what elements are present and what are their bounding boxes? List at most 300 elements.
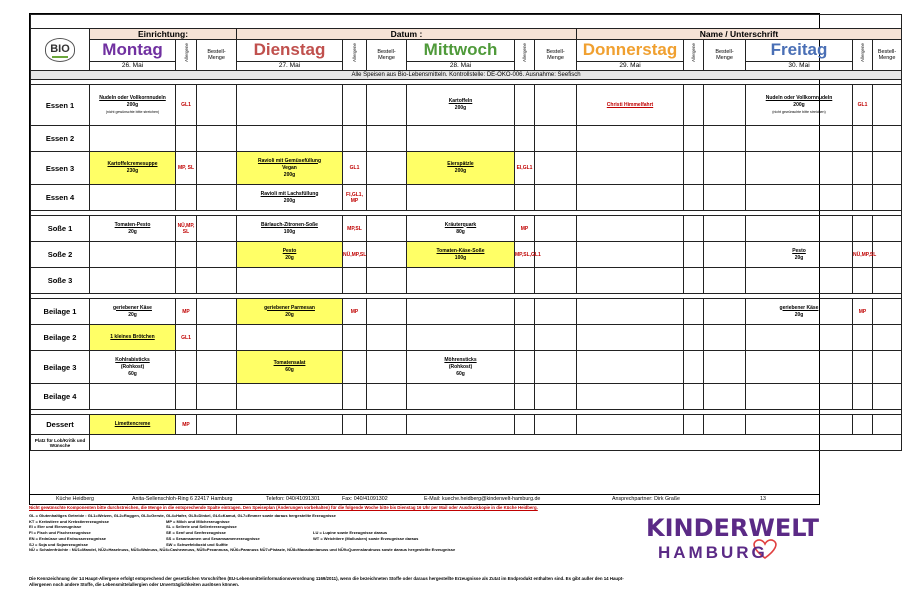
allergen-codes: NÜ,MP,SL bbox=[343, 251, 367, 258]
allergen-cell bbox=[343, 384, 367, 410]
dish-cell bbox=[746, 126, 853, 152]
dish-cell bbox=[237, 242, 343, 268]
dish-portion: 200g bbox=[283, 197, 296, 204]
dish bbox=[407, 98, 514, 112]
legend-entry: KT = Krebstiere und Krebstiererzeugnisse bbox=[29, 518, 109, 524]
order-quantity-cell[interactable] bbox=[197, 85, 237, 126]
dish-portion: 60g bbox=[456, 370, 465, 377]
dish-cell bbox=[746, 216, 853, 242]
kinderwelt-logo bbox=[646, 512, 819, 570]
allergene-header bbox=[176, 40, 197, 71]
logo-line2: HAMBURG bbox=[658, 543, 768, 562]
order-quantity-cell[interactable] bbox=[704, 325, 746, 351]
allergen-cell bbox=[515, 384, 535, 410]
order-quantity-cell[interactable] bbox=[704, 152, 746, 185]
order-quantity-cell[interactable] bbox=[873, 325, 902, 351]
allergen-cell bbox=[853, 325, 873, 351]
dish-cell bbox=[746, 415, 853, 435]
dish-cell bbox=[90, 185, 176, 211]
day-name: Montag bbox=[102, 40, 163, 59]
bio-banner: Alle Speisen aus Bio-Lebensmitteln. Kontrollstelle: DE-ÖKO-006. Ausnahme: Seefisch bbox=[31, 71, 902, 80]
allergen-cell bbox=[343, 126, 367, 152]
menu-row bbox=[31, 152, 902, 185]
allergen-cell bbox=[343, 351, 367, 384]
menu-row bbox=[31, 415, 902, 435]
dish-name: Kräuterquark bbox=[444, 221, 477, 228]
row-label: Beilage 1 bbox=[31, 299, 90, 325]
dish bbox=[90, 334, 175, 341]
menu-row bbox=[31, 384, 902, 410]
dish-name: Eierspätzle bbox=[447, 161, 474, 167]
row-label: Beilage 2 bbox=[31, 325, 90, 351]
dish-cell bbox=[237, 268, 343, 294]
dish-note: (nicht gewünschte bitte streichen) bbox=[105, 109, 160, 114]
order-quantity-cell[interactable] bbox=[367, 126, 407, 152]
allergen-cell bbox=[853, 152, 873, 185]
order-quantity-cell[interactable] bbox=[873, 415, 902, 435]
menu-table bbox=[30, 14, 902, 451]
allergen-cell bbox=[176, 299, 197, 325]
dish-cell bbox=[407, 216, 515, 242]
allergen-cell bbox=[853, 351, 873, 384]
order-quantity-cell[interactable] bbox=[367, 351, 407, 384]
header-row bbox=[31, 29, 902, 40]
allergen-codes: MP bbox=[520, 225, 529, 232]
dish-cell bbox=[237, 351, 343, 384]
dish-cell bbox=[237, 384, 343, 410]
order-quantity-cell[interactable] bbox=[197, 415, 237, 435]
bestellmenge-label: Bestell- Menge bbox=[207, 49, 226, 61]
allergen-cell bbox=[684, 242, 704, 268]
dish-cell bbox=[407, 325, 515, 351]
allergen-cell bbox=[684, 268, 704, 294]
bestellmenge-label: Bestell- Menge bbox=[377, 49, 396, 61]
dish bbox=[90, 357, 175, 378]
allergen-cell bbox=[853, 85, 873, 126]
order-quantity-cell[interactable] bbox=[535, 185, 577, 211]
legend-entry: GL = Glutenhaltiges Getreide : GL1=Weizen, GL2=Roggen, GL3=Gerste, GL4=Hafer, GL5=Dinkel, GL6=Kamut, GL7=Emmer sowie daraus hergestellte Erzeugnisse bbox=[29, 513, 336, 518]
legend-entry: MP = Milch und Milcherzeugnisse bbox=[166, 518, 230, 524]
order-quantity-cell[interactable] bbox=[535, 126, 577, 152]
allergen-cell bbox=[176, 152, 197, 185]
dish-portion: 20g bbox=[128, 311, 137, 318]
day-name: Freitag bbox=[770, 40, 828, 59]
legend-entry: SL = Sellerie und Sellerieerzeugnisse bbox=[166, 524, 237, 530]
allergen-cell bbox=[684, 325, 704, 351]
allergen-codes: NÜ,MP,SL bbox=[853, 251, 877, 258]
kitchen-email[interactable]: E-Mail: kueche.heidberg@kinderwelt-hamburg.de bbox=[424, 496, 541, 502]
allergen-codes: EI,GL1 bbox=[516, 165, 533, 171]
dish-cell bbox=[407, 299, 515, 325]
allergen-codes: GL1 bbox=[181, 102, 191, 108]
allergen-cell bbox=[684, 185, 704, 211]
allergen-cell bbox=[515, 185, 535, 211]
day-date: 29. Mai bbox=[577, 61, 683, 70]
order-quantity-cell[interactable] bbox=[535, 216, 577, 242]
allergen-cell bbox=[853, 126, 873, 152]
dish-name: Tomaten-Pesto bbox=[114, 221, 151, 228]
legend-entry: WT = Weichtiere (Mollusken) sowie Erzeugnisse daraus bbox=[313, 535, 419, 541]
allergen-codes: MP bbox=[182, 421, 190, 428]
order-quantity-cell[interactable] bbox=[873, 268, 902, 294]
menu-row bbox=[31, 268, 902, 294]
dish-portion: 60g bbox=[128, 370, 137, 377]
bestellmenge-header bbox=[197, 40, 237, 71]
dish-cell bbox=[407, 351, 515, 384]
page-number: 13 bbox=[760, 496, 766, 502]
day-1-title bbox=[237, 40, 343, 71]
dish-portion: 80g bbox=[456, 228, 465, 235]
allergen-codes: FI,GL1, MP bbox=[346, 191, 363, 204]
bio-banner-row bbox=[31, 71, 902, 80]
dish bbox=[237, 248, 342, 262]
dish bbox=[237, 222, 342, 236]
order-quantity-cell[interactable] bbox=[197, 242, 237, 268]
allergene-header bbox=[343, 40, 367, 71]
allergen-codes: MP,SL,GL1 bbox=[515, 251, 541, 258]
dish-cell bbox=[90, 415, 176, 435]
legend-entry: NÜ = Schalenfrüchte : NÜ1=Mandel, NÜ2=Haselnuss, NÜ3=Walnuss, NÜ4=Cashewnuss, NÜ5=Pecannuss, NÜ6=Paranuss NÜ7=Pistazie, NÜ8=Macadamianuss und NÜ9=Queenslandnuss sowie daraus hergestellte Erzeugnisse bbox=[29, 547, 456, 553]
allergen-cell bbox=[515, 351, 535, 384]
menu-row bbox=[31, 325, 902, 351]
day-name: Donnerstag bbox=[582, 40, 678, 59]
dish-name: Bärlauch-Zitronen-Soße bbox=[261, 221, 318, 228]
dish-portion: 200g bbox=[126, 101, 139, 108]
dish-portion: 20g bbox=[794, 254, 804, 261]
dish-cell bbox=[577, 185, 684, 211]
allergen-cell bbox=[853, 415, 873, 435]
dish-name: Tomaten-Käse-Soße bbox=[436, 247, 485, 254]
allergen-cell bbox=[684, 384, 704, 410]
dish-portion: 20g bbox=[285, 311, 294, 318]
dish-name: Kartoffeln bbox=[448, 98, 473, 104]
legend-column-2 bbox=[166, 519, 316, 548]
dish bbox=[407, 222, 514, 236]
day-2-title bbox=[407, 40, 515, 71]
row-label: Soße 1 bbox=[31, 216, 90, 242]
allergen-cell bbox=[515, 415, 535, 435]
legend-entry: FI = Fisch und Fischerzeugnisse bbox=[29, 530, 91, 536]
dish-cell bbox=[90, 351, 176, 384]
dish-cell bbox=[746, 351, 853, 384]
dish-cell bbox=[90, 152, 176, 185]
dish bbox=[90, 421, 175, 428]
dish-cell bbox=[746, 384, 853, 410]
allergene-header bbox=[684, 40, 704, 71]
allergen-cell bbox=[515, 85, 535, 126]
dish-portion: 60g bbox=[285, 367, 294, 373]
dish-cell bbox=[577, 351, 684, 384]
dish-name: geriebener Parmesan bbox=[264, 304, 315, 311]
dish-cell bbox=[407, 268, 515, 294]
allergen-cell bbox=[343, 152, 367, 185]
allergen-cell bbox=[343, 325, 367, 351]
allergen-cell bbox=[853, 384, 873, 410]
order-form bbox=[29, 13, 897, 505]
row-label: Beilage 4 bbox=[31, 384, 90, 410]
bestellmenge-header bbox=[367, 40, 407, 71]
order-quantity-cell[interactable] bbox=[704, 299, 746, 325]
allergene-label: Allergene bbox=[860, 42, 865, 62]
kitchen-phone: Telefon: 040/41091301 bbox=[266, 496, 320, 502]
allergen-cell bbox=[515, 152, 535, 185]
dish-cell bbox=[90, 216, 176, 242]
order-quantity-cell[interactable] bbox=[873, 185, 902, 211]
row-label: Dessert bbox=[31, 415, 90, 435]
einrichtung-label: Einrichtung: bbox=[90, 29, 237, 40]
order-quantity-cell[interactable] bbox=[704, 85, 746, 126]
feedback-field[interactable] bbox=[90, 435, 902, 451]
order-quantity-cell[interactable] bbox=[197, 268, 237, 294]
dish-cell bbox=[577, 242, 684, 268]
order-quantity-cell[interactable] bbox=[873, 299, 902, 325]
allergene-label: Allergene bbox=[522, 42, 527, 62]
dish-portion: 200g bbox=[283, 171, 296, 178]
bestellmenge-label: Bestell- Menge bbox=[877, 49, 897, 61]
allergen-cell bbox=[176, 325, 197, 351]
allergene-header bbox=[853, 40, 873, 71]
order-quantity-cell[interactable] bbox=[873, 85, 902, 126]
order-quantity-cell[interactable] bbox=[197, 152, 237, 185]
order-quantity-cell[interactable] bbox=[197, 185, 237, 211]
dish-cell bbox=[90, 126, 176, 152]
order-quantity-cell[interactable] bbox=[535, 384, 577, 410]
order-quantity-cell[interactable] bbox=[535, 351, 577, 384]
order-quantity-cell[interactable] bbox=[535, 268, 577, 294]
order-quantity-cell[interactable] bbox=[704, 384, 746, 410]
allergen-codes: GL1 bbox=[349, 165, 360, 171]
allergen-cell bbox=[853, 299, 873, 325]
order-quantity-cell[interactable] bbox=[704, 126, 746, 152]
order-quantity-cell[interactable] bbox=[873, 384, 902, 410]
order-quantity-cell[interactable] bbox=[704, 242, 746, 268]
feedback-label: Platz für Lob/Kritik und Wünsche bbox=[31, 435, 90, 451]
dish-cell bbox=[237, 415, 343, 435]
kitchen-name: Küche Heidberg bbox=[56, 496, 94, 502]
top-blank-row bbox=[31, 15, 902, 29]
allergen-cell bbox=[176, 216, 197, 242]
bestellmenge-header bbox=[535, 40, 577, 71]
allergene-label: Allergene bbox=[352, 42, 357, 62]
order-quantity-cell[interactable] bbox=[704, 415, 746, 435]
allergen-cell bbox=[176, 351, 197, 384]
order-quantity-cell[interactable] bbox=[367, 268, 407, 294]
order-quantity-cell[interactable] bbox=[367, 325, 407, 351]
dish bbox=[407, 161, 514, 175]
dish-cell bbox=[746, 299, 853, 325]
order-quantity-cell[interactable] bbox=[704, 185, 746, 211]
dish-cell bbox=[746, 185, 853, 211]
dish bbox=[237, 305, 342, 319]
day-3-title bbox=[577, 40, 684, 71]
order-quantity-cell[interactable] bbox=[704, 268, 746, 294]
order-quantity-cell[interactable] bbox=[197, 351, 237, 384]
dish-cell bbox=[90, 242, 176, 268]
address-bar bbox=[29, 494, 820, 503]
dish-cell bbox=[237, 299, 343, 325]
dish-cell bbox=[577, 85, 684, 126]
order-quantity-cell[interactable] bbox=[535, 325, 577, 351]
order-quantity-cell[interactable] bbox=[873, 242, 902, 268]
dish-portion: 200g bbox=[454, 105, 467, 111]
kitchen-street: Anita-Sellenschloh-Ring 6 22417 Hamburg bbox=[132, 496, 233, 502]
order-quantity-cell[interactable] bbox=[535, 299, 577, 325]
name-signature-label: Name / Unterschrift bbox=[577, 29, 902, 40]
order-quantity-cell[interactable] bbox=[535, 152, 577, 185]
allergen-cell bbox=[176, 185, 197, 211]
allergen-cell bbox=[684, 152, 704, 185]
dish-name: 1 kleines Brötchen bbox=[110, 334, 155, 340]
day-0-title bbox=[90, 40, 176, 71]
legend-entry: SW = Schwefeldioxid und Sulfite bbox=[166, 541, 228, 547]
order-quantity-cell[interactable] bbox=[197, 299, 237, 325]
order-quantity-cell[interactable] bbox=[367, 152, 407, 185]
dish-portion: 100g bbox=[454, 254, 467, 261]
order-quantity-cell[interactable] bbox=[197, 126, 237, 152]
order-quantity-cell[interactable] bbox=[197, 325, 237, 351]
allergen-cell bbox=[176, 268, 197, 294]
allergen-codes: NÜ,MP, SL bbox=[177, 222, 195, 235]
day-name: Dienstag bbox=[253, 40, 326, 59]
dish-cell bbox=[746, 325, 853, 351]
allergen-cell bbox=[176, 415, 197, 435]
allergen-cell bbox=[853, 268, 873, 294]
allergen-cell bbox=[515, 299, 535, 325]
allergen-codes: MP bbox=[182, 308, 190, 315]
dish-detail: (Rohkost) bbox=[120, 363, 145, 370]
order-quantity-cell[interactable] bbox=[367, 299, 407, 325]
allergen-cell bbox=[515, 242, 541, 268]
order-quantity-cell[interactable] bbox=[367, 384, 407, 410]
dish-portion: 200g bbox=[793, 101, 805, 108]
order-quantity-cell[interactable] bbox=[367, 185, 407, 211]
order-quantity-cell[interactable] bbox=[197, 216, 237, 242]
order-quantity-cell[interactable] bbox=[367, 415, 407, 435]
legend-column-3 bbox=[313, 530, 483, 541]
order-quantity-cell[interactable] bbox=[535, 85, 577, 126]
dish bbox=[237, 158, 342, 179]
dish-cell bbox=[237, 85, 343, 126]
order-quantity-cell[interactable] bbox=[873, 152, 902, 185]
day-date: 26. Mai bbox=[90, 61, 175, 70]
allergen-cell bbox=[515, 268, 535, 294]
bestellmenge-label: Bestell- Menge bbox=[715, 49, 734, 61]
allergen-legend bbox=[29, 513, 639, 573]
allergen-cell bbox=[343, 268, 367, 294]
legend-entry: SJ = Soja und Sojaerzeugnisse bbox=[29, 541, 89, 547]
allergen-cell bbox=[176, 384, 197, 410]
allergen-cell bbox=[343, 216, 367, 242]
dish-cell bbox=[746, 268, 853, 294]
order-quantity-cell[interactable] bbox=[873, 216, 902, 242]
legend-entry: SS = Sesamsamen und Sesamsamenerzeugnisse bbox=[166, 535, 260, 541]
legend-entry: EN = Erdnüsse und Erdnusserzeugnisse bbox=[29, 535, 107, 541]
dish-cell bbox=[746, 152, 853, 185]
dish-cell bbox=[90, 299, 176, 325]
menu-row bbox=[31, 185, 902, 211]
legend-entry: LU = Lupine sowie Erzeugnisse daraus bbox=[313, 530, 388, 536]
kitchen-fax: Fax: 040/41091302 bbox=[342, 496, 388, 502]
dish-cell bbox=[407, 185, 515, 211]
order-quantity-cell[interactable] bbox=[873, 351, 902, 384]
row-label: Essen 2 bbox=[31, 126, 90, 152]
dish-portion: 20g bbox=[128, 228, 137, 235]
row-label: Soße 3 bbox=[31, 268, 90, 294]
allergen-codes: MP, SL bbox=[177, 165, 195, 171]
dish-name: Tomatensalat bbox=[273, 360, 306, 366]
dish-cell bbox=[407, 152, 515, 185]
menu-row bbox=[31, 216, 902, 242]
dish-cell bbox=[237, 185, 343, 211]
allergen-cell bbox=[684, 415, 704, 435]
allergen-footnote: Die Kennzeichnung der 14 Haupt-Allergene erfolgt entsprechend der gesetzlichen Vorschriften (EU-Lebensmittelinformationsverordnung 1169/2011), wenn die bezeichneten Stoffe oder daraus hergestellte Erzeugnisse als Zutat im Endprodukt enthalten sind. Es gibt außer den 14 Haupt-Allergenen noch andere Stoffe, die Lebensmittelallergien oder Unverträglichkeiten auslösen können. bbox=[29, 576, 624, 587]
dish-name: Kartoffelcremesuppe bbox=[107, 161, 158, 167]
dish-cell bbox=[577, 152, 684, 185]
dish bbox=[90, 222, 175, 236]
order-quantity-cell[interactable] bbox=[873, 126, 902, 152]
order-quantity-cell[interactable] bbox=[704, 216, 746, 242]
row-label: Soße 2 bbox=[31, 242, 90, 268]
legend-entry: EI = Eier und Eierzeugnisse bbox=[29, 524, 82, 530]
logo-line1: KINDERWELT bbox=[646, 514, 819, 542]
row-label: Essen 4 bbox=[31, 185, 90, 211]
dish-cell bbox=[577, 384, 684, 410]
dish-name: Limettencreme bbox=[114, 421, 151, 427]
allergen-cell bbox=[853, 216, 873, 242]
allergen-cell bbox=[343, 415, 367, 435]
dish-cell bbox=[577, 415, 684, 435]
dish-cell bbox=[577, 126, 684, 152]
dish bbox=[90, 161, 175, 175]
dish-name: Pesto bbox=[792, 247, 806, 254]
allergen-codes: GL1 bbox=[181, 334, 191, 341]
allergen-codes: MP bbox=[858, 308, 867, 315]
dish-cell bbox=[90, 85, 176, 126]
order-quantity-cell[interactable] bbox=[367, 216, 407, 242]
dish-cell bbox=[237, 152, 343, 185]
bestellmenge-label: Bestell- Menge bbox=[546, 49, 565, 61]
order-quantity-cell[interactable] bbox=[197, 384, 237, 410]
dish-name: Nudeln oder Vollkornnudeln bbox=[99, 94, 166, 101]
allergen-cell bbox=[684, 299, 704, 325]
dish-note: (nicht gewünschte bitte streichen) bbox=[772, 109, 826, 114]
datum-label: Datum : bbox=[237, 29, 577, 40]
dish-cell bbox=[407, 384, 515, 410]
menu-row bbox=[31, 85, 902, 126]
dish-cell bbox=[746, 242, 853, 268]
dish-portion: 20g bbox=[794, 311, 804, 318]
dish bbox=[407, 248, 514, 262]
order-quantity-cell[interactable] bbox=[367, 242, 407, 268]
dish bbox=[746, 248, 852, 262]
bio-seal-icon: BIO bbox=[45, 38, 75, 62]
dish-cell bbox=[746, 85, 853, 126]
dish-name: geriebener Käse bbox=[113, 304, 152, 311]
dish bbox=[90, 95, 175, 116]
dish-cell bbox=[90, 268, 176, 294]
order-quantity-cell[interactable] bbox=[535, 415, 577, 435]
menu-row bbox=[31, 351, 902, 384]
order-quantity-cell[interactable] bbox=[704, 351, 746, 384]
menu-row bbox=[31, 126, 902, 152]
order-quantity-cell[interactable] bbox=[367, 85, 407, 126]
dish-cell bbox=[237, 216, 343, 242]
allergen-cell bbox=[515, 325, 535, 351]
dish-cell bbox=[237, 126, 343, 152]
day-4-title bbox=[746, 40, 853, 71]
dish-name: Pesto bbox=[282, 247, 297, 254]
allergen-cell bbox=[515, 216, 535, 242]
